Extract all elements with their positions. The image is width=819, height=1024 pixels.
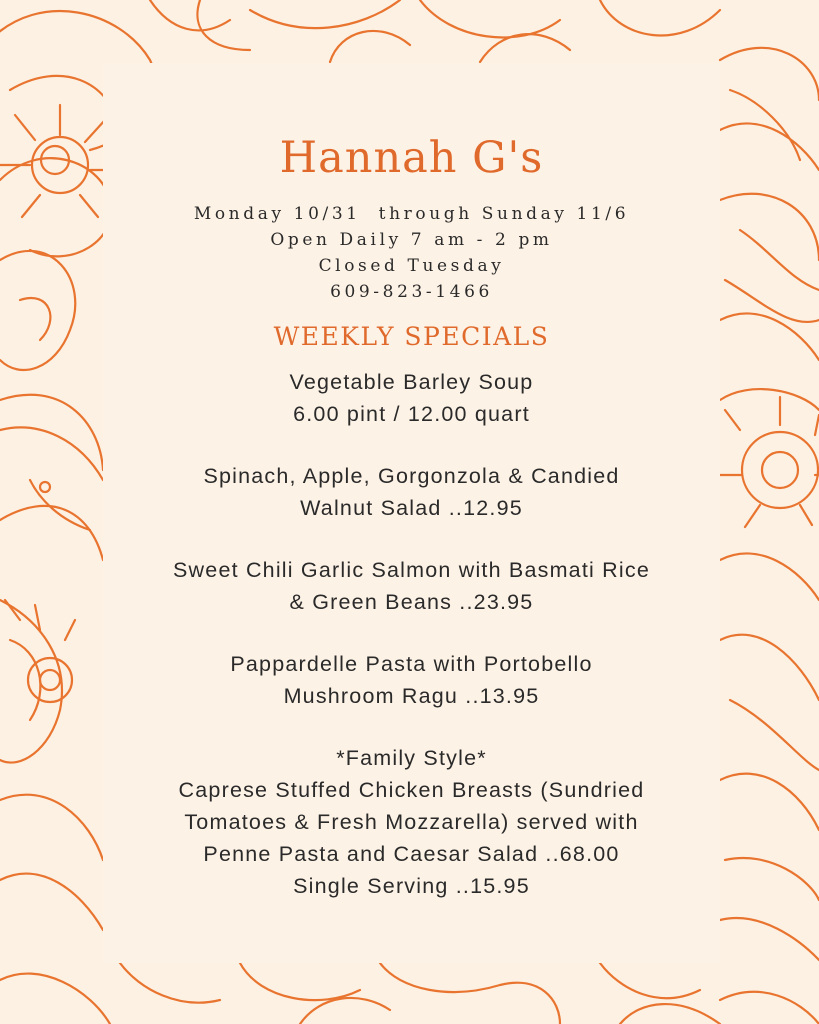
special-line: *Family Style*: [336, 746, 487, 770]
special-line: Single Serving ..15.95: [293, 874, 530, 898]
phone-number: 609-823-1466: [330, 282, 493, 302]
leaf-left-illustration: [0, 395, 103, 930]
flower-top-right-illustration: [720, 48, 819, 322]
flower-bottom-illustration: [0, 963, 819, 1024]
opening-hours: Open Daily 7 am - 2 pm: [270, 230, 553, 250]
special-line: Vegetable Barley Soup: [289, 370, 534, 394]
flower-right-illustration: [720, 314, 819, 960]
restaurant-name: Hannah G's: [279, 133, 544, 183]
special-line: Pappardelle Pasta with Portobello: [230, 652, 593, 676]
special-line: Penne Pasta and Caesar Salad ..68.00: [203, 842, 620, 866]
special-line: Caprese Stuffed Chicken Breasts (Sundried: [178, 778, 645, 802]
special-item: [103, 742, 720, 902]
info-block: [103, 201, 720, 305]
special-line: Tomatoes & Fresh Mozzarella) served with: [184, 810, 639, 834]
special-line: & Green Beans ..23.95: [289, 590, 534, 614]
flower-top-illustration: [250, 0, 720, 62]
menu-card: [103, 63, 720, 963]
specials-heading: WEEKLY SPECIALS: [273, 322, 550, 351]
special-item: [103, 366, 720, 430]
special-item: [103, 554, 720, 618]
date-range: Monday 10/31 through Sunday 11/6: [193, 204, 630, 224]
closed-day: Closed Tuesday: [318, 256, 505, 276]
specials-list: [103, 366, 720, 932]
special-item: [103, 460, 720, 524]
special-line: Mushroom Ragu ..13.95: [283, 684, 540, 708]
special-line: Sweet Chili Garlic Salmon with Basmati Rice: [173, 558, 650, 582]
special-item: [103, 648, 720, 712]
special-line: Walnut Salad ..12.95: [300, 496, 523, 520]
special-line: Spinach, Apple, Gorgonzola & Candied: [203, 464, 620, 488]
special-line: 6.00 pint / 12.00 quart: [293, 402, 530, 426]
